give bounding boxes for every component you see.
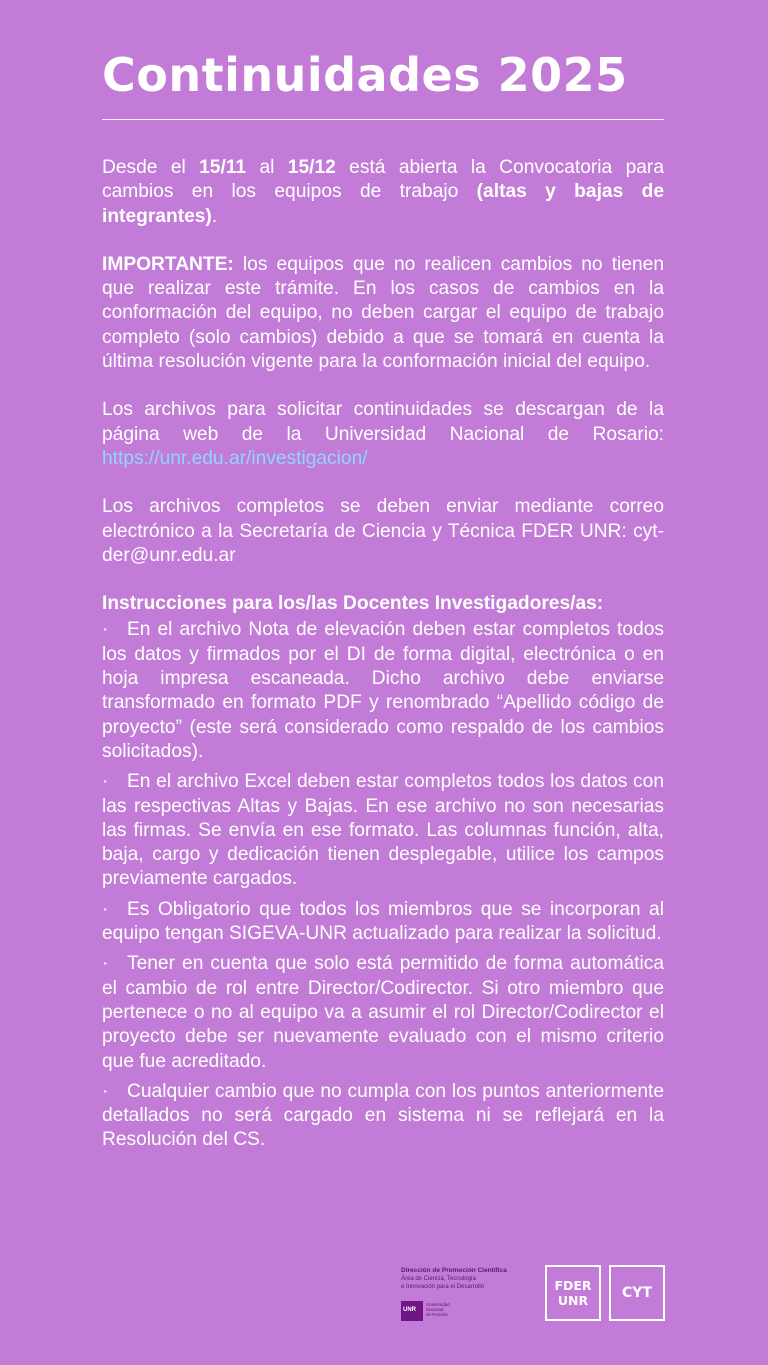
instruction-text: Tener en cuenta que solo está permitido de forma automática el cambio de rol entre Director/Codirector. Si otro miembro que pertenece o no al equipo va a asumir el rol Director/Codirector el proyecto debe ser nuevamente evaluado con el mismo criterio que fue acreditado. [102,953,664,1072]
intro-text-4: . [211,205,218,227]
fder-logo-line-1: FDER [554,1278,592,1293]
dpc-logo [401,1267,531,1317]
download-paragraph [102,398,664,471]
unr-name-line-3: de Rosario [426,1312,448,1317]
instruction-item [102,618,664,764]
intro-bold: (altas y bajas de integrantes) [102,181,664,227]
start-date: 15/11 [199,157,247,178]
unr-logo-icon [401,1301,423,1321]
page-title: Continuidades 2025 [102,48,628,102]
main-content [102,40,664,1153]
instruction-text: Cualquier cambio que no cumpla con los puntos anteriormente detallados no será cargado en sistema ni se reflejará en la Resolución del CS. [102,1080,664,1151]
instruction-item [102,952,664,1073]
send-text: Los archivos completos se deben enviar mediante correo electrónico a la Secretaría de Ciencia y Técnica FDER UNR: [102,496,664,542]
unr-name [426,1302,450,1317]
cyt-logo-text: CYT [622,1285,652,1301]
footer-logos [0,1265,768,1325]
instruction-text: En el archivo Nota de elevación deben estar completos todos los datos y firmados por el DI de forma digital, electrónica o en hoja impresa escaneada. Dicho archivo debe enviarse transformado en formato PDF y renombrado “Apellido código de proyecto” (este será considerado como respaldo de los cambios solicitados). [102,619,664,762]
intro-paragraph [102,156,664,229]
intro-text-2: al [246,157,288,178]
important-text: los equipos que no realicen cambios no tienen que realizar este trámite. En los casos de cambios en la conformación del equipo, no deben cargar el equipo de trabajo completo (solo cambios) debido a que se tomará en cuenta la última resolución vigente para la conformación inicial del equipo. [102,253,664,373]
send-paragraph [102,495,664,568]
instruction-text: Es Obligatorio que todos los miembros que se incorporan al equipo tengan SIGEVA-UNR actualizado para realizar la solicitud. [102,898,664,945]
instruction-item [102,898,664,947]
important-paragraph [102,253,664,374]
intro-text-3: está abierta la Convocatoria para cambios en los equipos de trabajo [102,157,664,203]
bullet-dot: · [102,953,109,975]
unr-logo-text: UNR [403,1307,416,1313]
fder-logo-line-2: UNR [557,1293,589,1308]
intro-text-1: Desde el [102,157,200,178]
instruction-item [102,1080,664,1153]
bullet-dot: · [102,619,109,641]
download-text: Los archivos para solicitar continuidades se descargan de la página web de la Universidad Nacional de Rosario: [102,399,664,445]
instruction-item [102,770,664,891]
dpc-subtitle-1: Área de Ciencia, Tecnología [401,1276,476,1282]
bullet-dot: · [102,1080,109,1102]
download-link[interactable]: https://unr.edu.ar/investigacion/ [102,447,368,469]
instruction-text: En el archivo Excel deben estar completos todos los datos con las respectivas Altas y Bajas. En ese archivo no son necesarias las firmas. Se envía en ese formato. Las columnas función, alta, baja, cargo y dedicación tienen desplegable, utilice los campos previamente cargados. [102,771,664,890]
unr-name-line-1: Universidad [426,1302,450,1307]
instructions-title: Instrucciones para los/las Docentes Investigadores/as: [102,593,604,615]
unr-name-line-2: Nacional [426,1307,444,1312]
contact-email[interactable]: cyt-der@unr.edu.ar [102,520,664,566]
bullet-dot: · [102,771,109,793]
important-label: IMPORTANTE: [102,253,234,275]
title-divider [102,119,664,120]
dpc-title: Dirección de Promoción Científica [401,1267,507,1274]
end-date: 15/12 [287,157,336,178]
bullet-dot: · [102,898,109,920]
fder-unr-logo [545,1265,601,1321]
dpc-subtitle-2: e Innovación para el Desarrollo [401,1284,485,1290]
cyt-logo [609,1265,665,1321]
